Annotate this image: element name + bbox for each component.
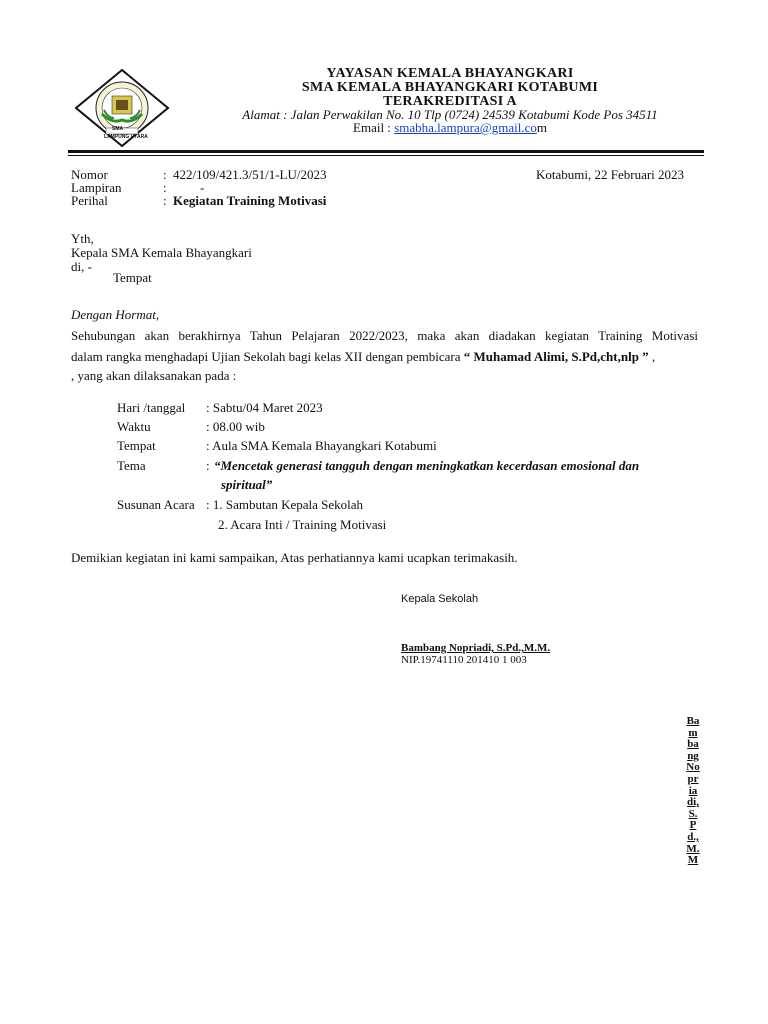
susunan-item-2: 2. Acara Inti / Training Motivasi [218, 517, 387, 532]
school-address: Alamat : Jalan Perwakilan No. 10 Tlp (0724) 24539 Kotabumi Kode Pos 34511 [242, 107, 658, 122]
tema-value-1: “Mencetak generasi tangguh dengan meningkatkan kecerdasan emosional dan [214, 458, 640, 473]
nomor-label: Nomor [71, 167, 108, 182]
lampiran-label: Lampiran [71, 180, 122, 195]
body-line-1: Sehubungan akan berakhirnya Tahun Pelajaran 2022/2023, maka akan diadakan kegiatan Training Motivasi [71, 328, 698, 343]
body-line-2-pre: dalam rangka menghadapi Ujian Sekolah bagi kelas XII dengan pembicara [71, 349, 461, 364]
recipient-yth: Yth, [71, 231, 94, 246]
lampiran-value: - [200, 180, 205, 195]
recipient-tempat: Tempat [113, 270, 152, 285]
body-line-2 [71, 349, 655, 365]
school-name: SMA KEMALA BHAYANGKARI KOTABUMI [301, 80, 599, 95]
tema-label: Tema [117, 458, 146, 473]
place-date: Kotabumi, 22 Februari 2023 [536, 167, 685, 182]
waktu-label: Waktu [117, 419, 151, 434]
tema-value-2: spiritual” [221, 477, 273, 492]
signature-position: Kepala Sekolah [401, 593, 479, 605]
logo-bottom-text: LAMPUNG UTARA [104, 134, 148, 140]
greeting: Dengan Hormat, [71, 307, 160, 322]
signature-name: Bambang Nopriadi, S.Pd.,M.M. [401, 642, 551, 654]
lampiran-colon: : [163, 180, 167, 195]
email-label: Email : [353, 120, 395, 135]
foundation-name: YAYASAN KEMALA BHAYANGKARI [326, 66, 574, 81]
logo-top-text [74, 60, 99, 61]
tempat-label: Tempat [117, 438, 156, 453]
perihal-label: Perihal [71, 193, 108, 208]
tempat-value: : Aula SMA Kemala Bhayangkari Kotabumi [206, 438, 437, 453]
tema-colon: : [206, 458, 210, 473]
school-email [170, 120, 730, 136]
susunan-item-1: : 1. Sambutan Kepala Sekolah [206, 497, 364, 512]
vertical-signature-text: BambangNopriadi,S.Pd.,M.M [686, 715, 700, 867]
perihal-value: Kegiatan Training Motivasi [173, 193, 327, 208]
hari-value: : Sabtu/04 Maret 2023 [206, 400, 323, 415]
header-rule-thin [68, 155, 704, 156]
speaker-name: “ Muhamad Alimi, S.Pd,cht,nlp ” [463, 349, 649, 364]
body-line-2-post: , [648, 349, 656, 364]
perihal-colon: : [163, 193, 167, 208]
header-rule-thick [68, 150, 704, 153]
susunan-label: Susunan Acara [117, 497, 195, 512]
hari-label: Hari /tanggal [117, 400, 186, 415]
recipient-di: di, - [71, 259, 92, 274]
recipient-to: Kepala SMA Kemala Bhayangkari [71, 245, 252, 260]
accreditation: TERAKREDITASI A [383, 94, 517, 109]
closing-sentence: Demikian kegiatan ini kami sampaikan, Atas perhatiannya kami ucapkan terimakasih. [71, 550, 518, 565]
email-link[interactable]: smabha.lampura@gmail.co [394, 120, 537, 135]
logo-mid-text: SMA [112, 126, 124, 132]
email-tail: m [536, 120, 547, 135]
nomor-colon: : [163, 167, 167, 182]
signature-nip: NIP.19741110 201410 1 003 [401, 654, 527, 666]
nomor-value: 422/109/421.3/51/1-LU/2023 [173, 167, 327, 182]
body-line-3: , yang akan dilaksanakan pada : [71, 368, 237, 383]
waktu-value: : 08.00 wib [206, 419, 265, 434]
